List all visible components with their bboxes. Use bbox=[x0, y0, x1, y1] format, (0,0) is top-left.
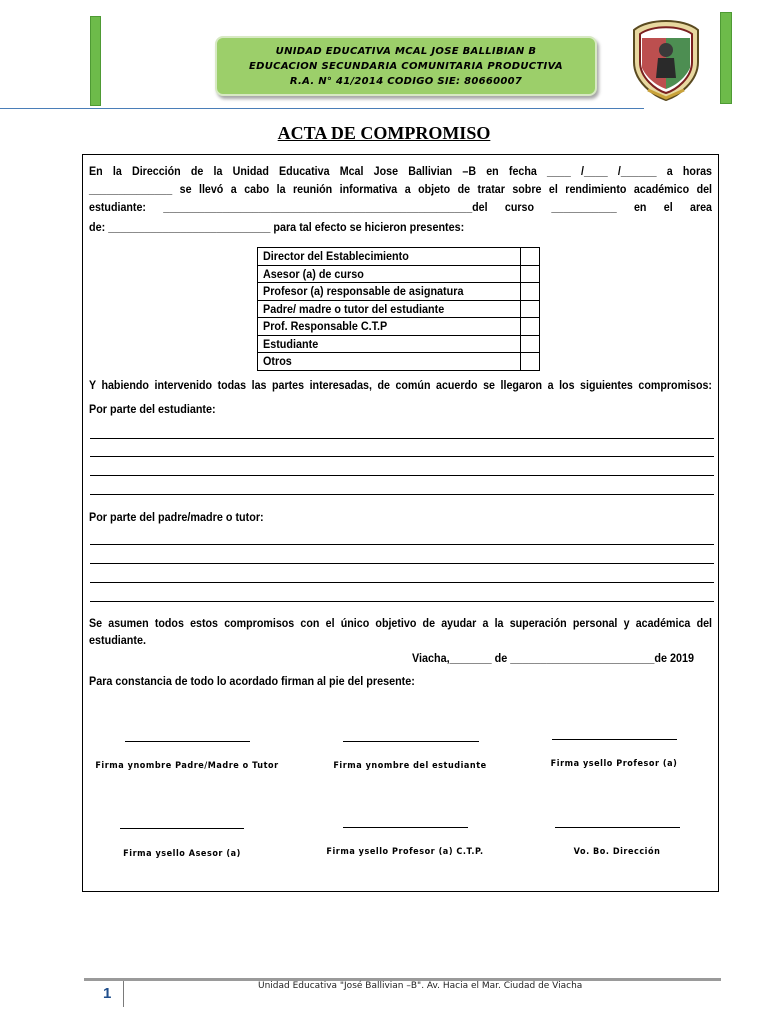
student-commitment-line[interactable] bbox=[90, 456, 714, 457]
date-line: Viacha,_______ de ________________________de 2019 bbox=[412, 651, 695, 665]
participant-check-cell[interactable] bbox=[521, 300, 540, 318]
table-row bbox=[258, 353, 540, 371]
left-accent-bar bbox=[90, 16, 101, 106]
footer-address: Unidad Educativa "José Ballivian –B". Av. Hacia el Mar. Ciudad de Viacha bbox=[258, 981, 583, 991]
intro-line-1: En la Dirección de la Unidad Educativa Mcal Jose Ballivian –B en fecha ____ /____ /______ a horas bbox=[89, 164, 712, 178]
parent-commitment-line[interactable] bbox=[90, 544, 714, 545]
intro-line-2: ______________ se llevó a cabo la reunión informativa a objeto de tratar sobre el rendimiento académico del bbox=[89, 182, 712, 196]
participant-label: Profesor (a) responsable de asignatura bbox=[263, 284, 464, 299]
participant-label: Director del Establecimiento bbox=[263, 249, 409, 264]
table-row bbox=[258, 335, 540, 353]
parent-commitment-line[interactable] bbox=[90, 563, 714, 564]
agreement-paragraph bbox=[89, 376, 712, 394]
signature-label-teacher: Firma ysello Profesor (a) bbox=[550, 759, 678, 769]
table-row bbox=[258, 300, 540, 318]
intro-line-4: de: ___________________________ para tal efecto se hicieron presentes: bbox=[89, 220, 465, 234]
signature-line[interactable] bbox=[555, 827, 680, 828]
intro-line-3: estudiante: ____________________________________________________del curso ___________ en el area bbox=[89, 200, 712, 214]
participant-check-cell[interactable] bbox=[521, 318, 540, 336]
signature-label-student: Firma ynombre del estudiante bbox=[333, 761, 487, 771]
signature-line[interactable] bbox=[552, 739, 677, 740]
table-row bbox=[258, 283, 540, 301]
page-number: 1 bbox=[103, 985, 112, 1002]
table-row bbox=[258, 248, 540, 266]
table-row bbox=[258, 318, 540, 336]
closing-line-1: Se asumen todos estos compromisos con el único objetivo de ayudar a la superación personal y académica del bbox=[89, 616, 712, 630]
school-header-box bbox=[215, 36, 597, 96]
header-education-level: EDUCACION SECUNDARIA COMUNITARIA PRODUCTIVA bbox=[249, 60, 563, 72]
participant-label: Asesor (a) de curso bbox=[263, 266, 364, 281]
participants-table bbox=[257, 247, 540, 371]
sign-intro: Para constancia de todo lo acordado firman al pie del presente: bbox=[89, 674, 415, 688]
table-row bbox=[258, 265, 540, 283]
page-number-separator bbox=[123, 981, 124, 1007]
participant-check-cell[interactable] bbox=[521, 283, 540, 301]
right-accent-bar bbox=[720, 12, 732, 104]
participant-check-cell[interactable] bbox=[521, 265, 540, 283]
participant-check-cell[interactable] bbox=[521, 353, 540, 371]
signature-line[interactable] bbox=[125, 741, 250, 742]
intro-paragraph bbox=[89, 162, 712, 216]
signature-label-advisor: Firma ysello Asesor (a) bbox=[123, 849, 241, 859]
header-divider bbox=[0, 108, 644, 109]
header-registration: R.A. N° 41/2014 CODIGO SIE: 80660007 bbox=[289, 75, 523, 87]
closing-paragraph bbox=[89, 614, 712, 632]
signature-label-direction: Vo. Bo. Dirección bbox=[573, 847, 661, 857]
signature-label-parent: Firma ynombre Padre/Madre o Tutor bbox=[95, 761, 279, 771]
student-commitment-line[interactable] bbox=[90, 438, 714, 439]
closing-line-2: estudiante. bbox=[89, 633, 147, 647]
agreement-text: Y habiendo intervenido todas las partes interesadas, de común acuerdo se llegaron a los siguientes compromisos: bbox=[89, 378, 712, 392]
signature-label-teacher-ctp: Firma ysello Profesor (a) C.T.P. bbox=[326, 847, 484, 857]
participant-label: Padre/ madre o tutor del estudiante bbox=[263, 301, 445, 316]
participant-check-cell[interactable] bbox=[521, 248, 540, 266]
school-crest-icon bbox=[628, 16, 704, 102]
signature-line[interactable] bbox=[343, 741, 479, 742]
parent-section-label: Por parte del padre/madre o tutor: bbox=[89, 510, 264, 524]
student-section-label: Por parte del estudiante: bbox=[89, 402, 216, 416]
document-title: ACTA DE COMPROMISO bbox=[277, 123, 491, 143]
student-commitment-line[interactable] bbox=[90, 494, 714, 495]
signature-line[interactable] bbox=[120, 828, 244, 829]
student-commitment-line[interactable] bbox=[90, 475, 714, 476]
signature-line[interactable] bbox=[343, 827, 468, 828]
participant-label: Otros bbox=[263, 354, 292, 369]
participant-label: Prof. Responsable C.T.P bbox=[263, 319, 388, 334]
parent-commitment-line[interactable] bbox=[90, 601, 714, 602]
participant-label: Estudiante bbox=[263, 336, 319, 351]
header-school-name: UNIDAD EDUCATIVA MCAL JOSE BALLIBIAN B bbox=[275, 45, 537, 57]
participant-check-cell[interactable] bbox=[521, 335, 540, 353]
parent-commitment-line[interactable] bbox=[90, 582, 714, 583]
